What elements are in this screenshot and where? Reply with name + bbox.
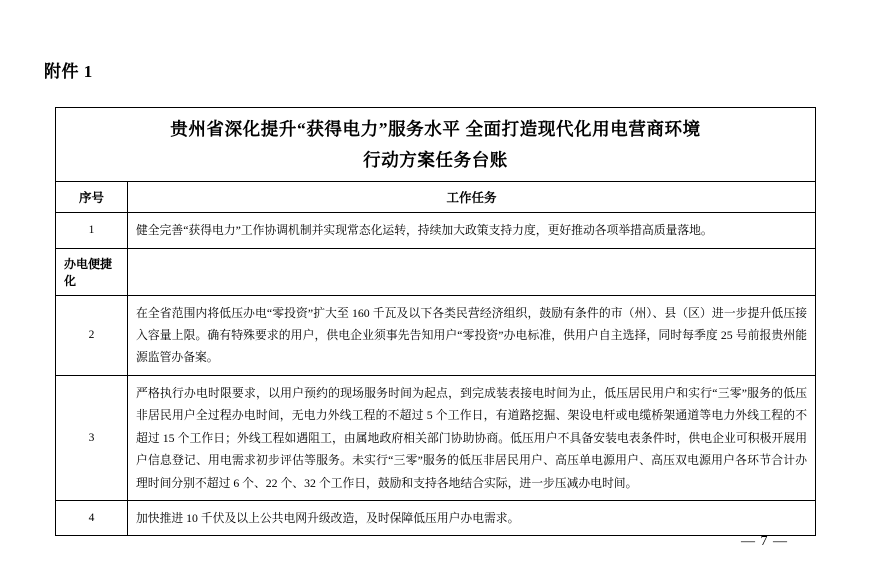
title-line-1: 贵州省深化提升“获得电力”服务水平 全面打造现代化用电营商环境 bbox=[170, 119, 701, 139]
row-seq: 3 bbox=[56, 375, 128, 500]
row-task-text: 在全省范围内将低压办电“零投资”扩大至 160 千瓦及以下各类民营经济组织，鼓励有条件的市（州）、县（区）进一步提升低压接入容量上限。确有特殊要求的用户，供电企业须事先告知用户“零投资”办电标准，供用户自主选择，同时每季度 25 号前报贵州能源监管办备案。 bbox=[128, 295, 816, 375]
title-line-2: 行动方案任务台账 bbox=[363, 149, 508, 170]
row-seq: 2 bbox=[56, 295, 128, 375]
table-row bbox=[56, 375, 816, 500]
attachment-label: 附件 1 bbox=[44, 62, 93, 81]
row-task-text: 健全完善“获得电力”工作协调机制并实现常态化运转，持续加大政策支持力度，更好推动各项举措高质量落地。 bbox=[128, 213, 816, 248]
table-header-row bbox=[56, 182, 816, 213]
section-label: 办电便捷化 bbox=[56, 248, 128, 295]
column-header-task: 工作任务 bbox=[128, 182, 816, 213]
table-row bbox=[56, 295, 816, 375]
table-title-row bbox=[56, 108, 816, 182]
table-section-row bbox=[56, 248, 816, 295]
row-task-text: 加快推进 10 千伏及以上公共电网升级改造，及时保障低压用户办电需求。 bbox=[128, 500, 816, 535]
table-title-cell bbox=[56, 108, 816, 182]
section-empty-cell bbox=[128, 248, 816, 295]
page-number: — 7 — bbox=[741, 534, 788, 549]
row-seq: 4 bbox=[56, 500, 128, 535]
column-header-seq: 序号 bbox=[56, 182, 128, 213]
row-seq: 1 bbox=[56, 213, 128, 248]
row-task-text: 严格执行办电时限要求，以用户预约的现场服务时间为起点，到完成装表接电时间为止，低压居民用户和实行“三零”服务的低压非居民用户全过程办电时间，无电力外线工程的不超过 5 个工作日，有道路挖掘、架设电杆或电缆桥架通道等电力外线工程的不超过 15 个工作日；外线工程如遇阻工，由属地政府相关部门协助协商。低压用户不具备安装电表条件时，供电企业可积极开展用户信息登记、用电需求初步评估等服务。未实行“三零”服务的低压非居民用户、高压单电源用户、高压双电源用户各环节合计办理时间分别不超过 6 个、22 个、32 个工作日，鼓励和支持各地结合实际，进一步压减办电时间。 bbox=[128, 375, 816, 500]
table-row bbox=[56, 500, 816, 535]
task-ledger-table bbox=[55, 107, 816, 536]
table-row bbox=[56, 213, 816, 248]
